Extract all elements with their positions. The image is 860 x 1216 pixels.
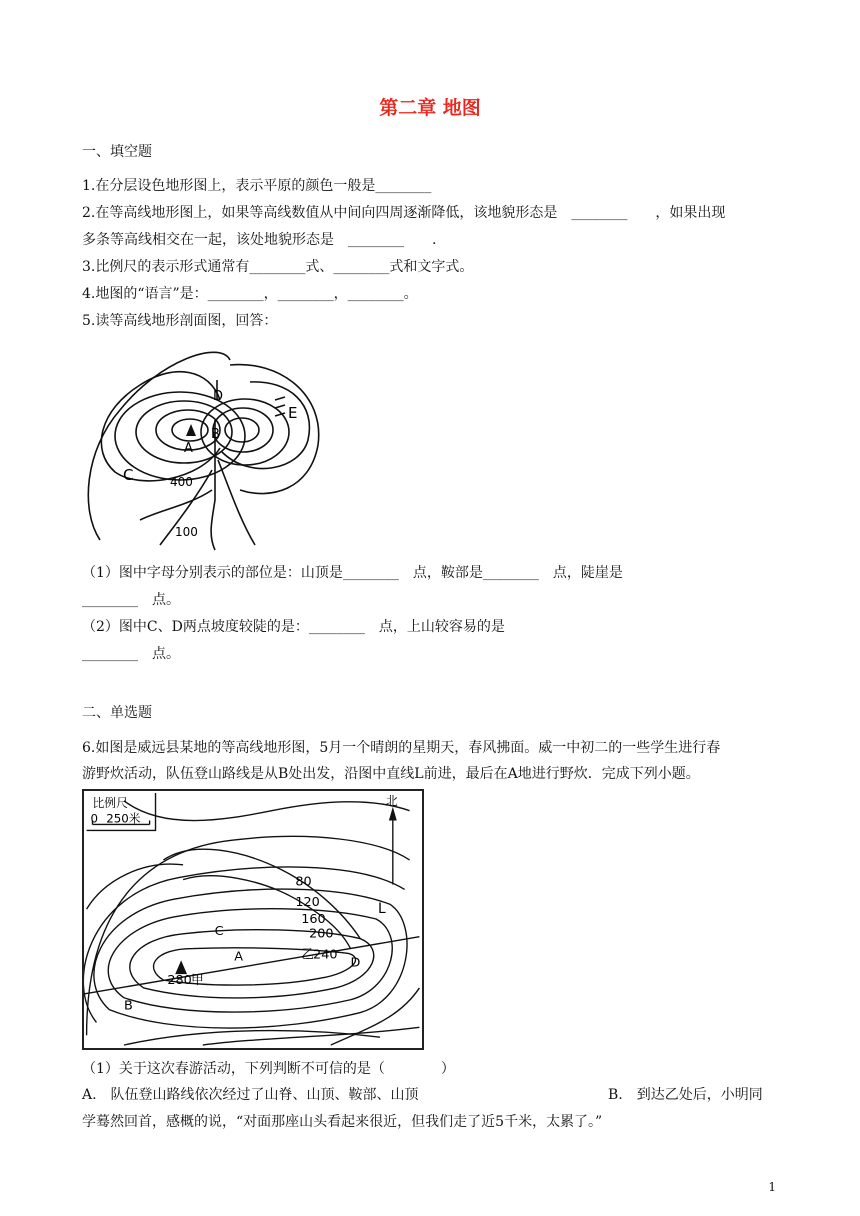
option-b: B. 到达乙处后，小明同 <box>608 1087 763 1103</box>
option-b-continued: 学蓦然回首，感概的说，“对面那座山头看起来很近，但我们走了近5千米，太累了。” <box>82 1114 603 1130</box>
question-6-line1: 6.如图是威远县某地的等高线地形图，5月一个晴朗的星期天，春风拂面。威一中初二的一些学生进行春 <box>82 740 721 756</box>
page-number: 1 <box>768 1180 776 1194</box>
scale-zero: 0 <box>90 811 99 826</box>
contour-120: 120 <box>295 895 320 911</box>
label-yi: 乙 <box>301 947 315 963</box>
contour-80: 80 <box>295 874 312 890</box>
label-b: B <box>211 427 220 442</box>
contour-200: 200 <box>309 926 334 942</box>
scale-title: 比例尺 <box>92 795 128 810</box>
label-jia: 甲 <box>190 972 204 988</box>
question-4: 4.地图的“语言”是：________，________，________。 <box>82 286 418 302</box>
section-heading-single-choice: 二、单选题 <box>82 705 152 721</box>
label-c: C <box>123 466 134 484</box>
question-5-2-line2: ________ 点。 <box>82 646 180 662</box>
question-2-line1: 2.在等高线地形图上，如果等高线数值从中间向四周逐渐降低，该地貌形态是 ________ ，如果出现 <box>82 205 726 221</box>
page-title: 第二章 地图 <box>379 97 481 119</box>
section-heading-fill-in: 一、填空题 <box>82 144 152 160</box>
label-c: C <box>214 923 224 939</box>
label-l: L <box>378 901 386 918</box>
label-400: 400 <box>170 475 193 489</box>
label-a: A <box>234 949 244 965</box>
question-5-1-line2: ________ 点。 <box>82 592 180 608</box>
scale-value: 250米 <box>106 811 141 826</box>
question-5-2-line1: （2）图中C、D两点坡度较陡的是：________ 点，上山较容易的是 <box>82 619 505 635</box>
question-5: 5.读等高线地形剖面图，回答： <box>82 313 278 329</box>
question-2-line2: 多条等高线相交在一起，该处地貌形态是 ________ . <box>82 232 437 248</box>
question-1: 1.在分层设色地形图上，表示平原的颜色一般是________ <box>82 178 432 194</box>
north-arrow-icon <box>389 807 397 821</box>
contour-280: 280 <box>167 972 192 988</box>
label-a: A <box>184 441 193 456</box>
question-6-1: （1）关于这次春游活动，下列判断不可信的是（ ） <box>82 1061 455 1077</box>
contour-160: 160 <box>301 911 326 927</box>
label-d: D <box>213 389 224 404</box>
contour-map-figure-2 <box>82 789 424 1050</box>
label-100: 100 <box>175 525 198 539</box>
north-label: 北 <box>385 793 398 808</box>
contour-240: 240 <box>313 947 338 963</box>
label-b: B <box>124 998 133 1014</box>
question-5-1-line1: （1）图中字母分别表示的部位是：山顶是________ 点，鞍部是________ 点，陡崖是 <box>82 565 623 581</box>
option-a: A. 队伍登山路线依次经过了山脊、山顶、鞍部、山顶 <box>82 1087 419 1103</box>
peak-triangle-icon <box>186 424 196 436</box>
question-3: 3.比例尺的表示形式通常有________式、________式和文字式。 <box>82 259 474 275</box>
question-6-line2: 游野炊活动，队伍登山路线是从B处出发，沿图中直线L前进，最后在A地进行野炊．完成下列小题。 <box>82 766 700 782</box>
label-e: E <box>288 404 298 422</box>
label-d: D <box>350 955 361 971</box>
contour-map-figure-1 <box>80 340 332 552</box>
